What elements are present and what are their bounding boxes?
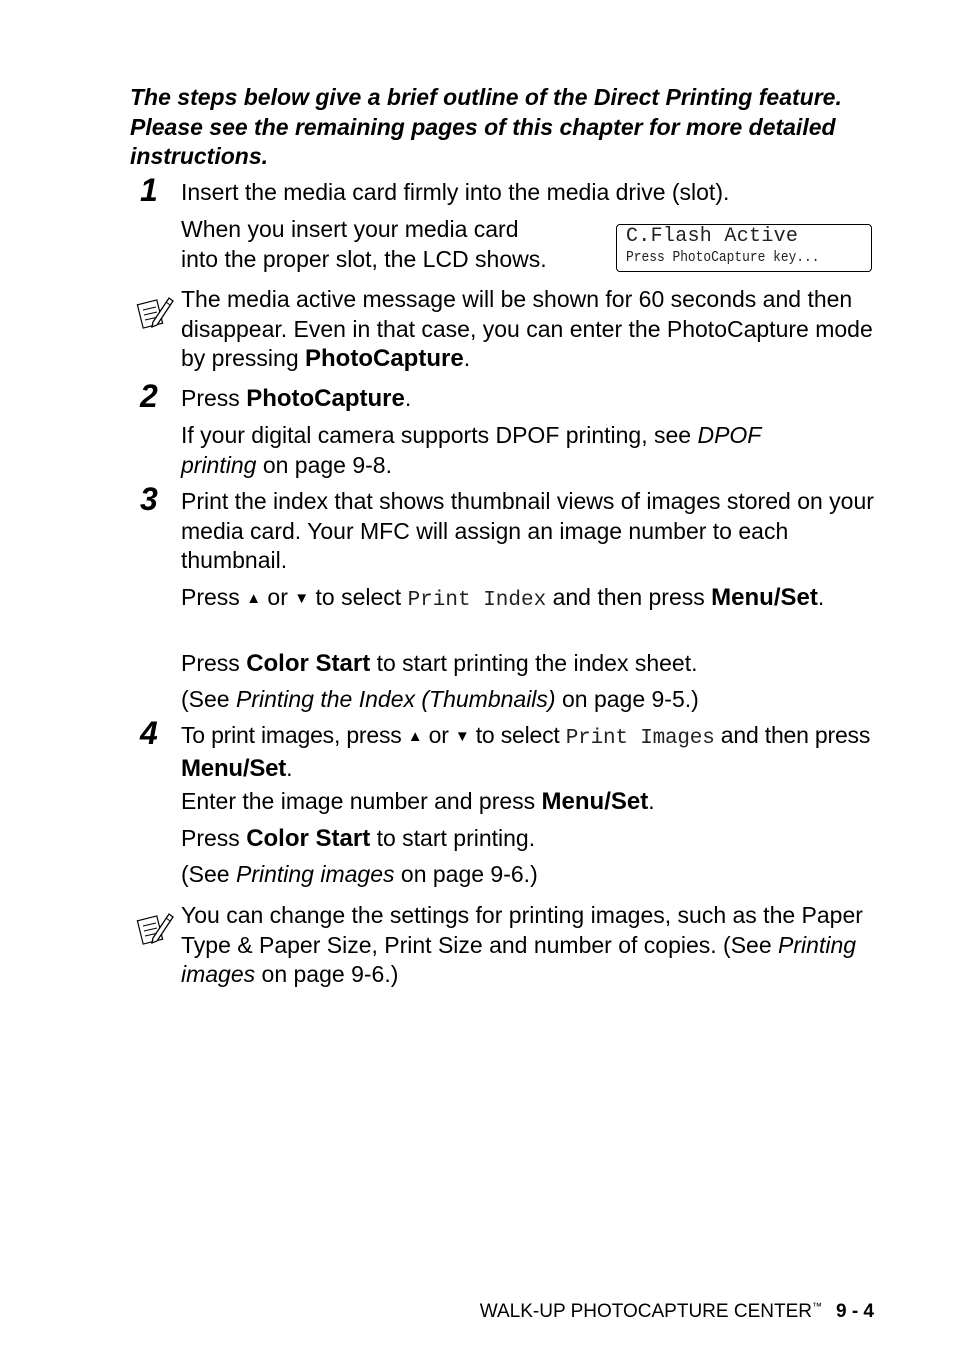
up-arrow-icon: ▲ [246, 590, 262, 607]
up-arrow-icon: ▲ [407, 728, 423, 745]
step-number-4: 4 [140, 715, 158, 751]
menu-set-key-label: Menu/Set [711, 584, 818, 611]
step3-reference: (See Printing the Index (Thumbnails) on page 9-5.) [181, 686, 699, 712]
step1-lcd-intro-line1: When you insert your media card [181, 216, 519, 242]
note-pencil-icon [136, 908, 176, 948]
page-number: 9 - 4 [835, 1301, 874, 1322]
step3-select-text: Press ▲ or ▼ to select Print Index and then press Menu/Set. [181, 584, 825, 612]
menu-set-key-label: Menu/Set [181, 754, 287, 782]
note2-text: You can change the settings for printing images, such as the Paper Type & Paper Size, Print Size and number of copies. (See Printing images on page 9-6.) [181, 902, 863, 987]
step-number-3: 3 [140, 481, 158, 517]
step4-color-start-text: Press Color Start to start printing. [181, 825, 536, 852]
trademark-symbol: ™ [811, 1301, 822, 1313]
lcd-line-1: C.Flash Active [626, 225, 799, 248]
down-arrow-icon: ▼ [454, 728, 470, 745]
lcd-line-2: Press PhotoCapture key... [626, 249, 820, 266]
note1-text: The media active message will be shown for 60 seconds and then disappear. Even in that case, you can enter the PhotoCapture mode by pressing PhotoCapture. [181, 286, 873, 372]
step1-lcd-intro [181, 215, 601, 274]
down-arrow-icon: ▼ [294, 590, 310, 607]
color-start-key-label: Color Start [246, 650, 371, 677]
step2-text: Press PhotoCapture. [181, 385, 412, 412]
photocapture-key-label: PhotoCapture [305, 345, 464, 372]
lcd-option-print-index: Print Index [407, 589, 547, 612]
step4-enter-number-text: Enter the image number and press Menu/Set. [181, 788, 655, 815]
lcd-option-print-images: Print Images [565, 727, 715, 750]
step2-dpof-text: If your digital camera supports DPOF printing, see DPOF printing on page 9-8. [181, 422, 761, 478]
intro-paragraph: The steps below give a brief outline of the Direct Printing feature. Please see the remaining pages of this chapter for more detailed instructions. [130, 84, 842, 169]
dpof-reference: DPOF printing [181, 422, 761, 478]
step3-text: Print the index that shows thumbnail views of images stored on your media card. Your MFC will assign an image number to each thumbnail. [181, 488, 874, 573]
photocapture-key-label: PhotoCapture [246, 385, 405, 412]
step1-text: Insert the media card firmly into the media drive (slot). [181, 179, 730, 205]
step4-reference: (See Printing images on page 9-6.) [181, 861, 538, 887]
step1-lcd-intro-line2: into the proper slot, the LCD shows. [181, 245, 547, 272]
lcd-display [616, 224, 872, 272]
page-footer [480, 1300, 874, 1324]
step-number-1: 1 [140, 172, 158, 208]
menu-set-key-label: Menu/Set [541, 788, 649, 815]
step3-color-start-text: Press Color Start to start printing the index sheet. [181, 650, 698, 677]
note-pencil-icon [136, 292, 176, 332]
footer-section-title: WALK-UP PHOTOCAPTURE CENTER [479, 1301, 812, 1322]
step-number-2: 2 [140, 378, 158, 414]
color-start-key-label: Color Start [246, 825, 371, 852]
step4-select-text: To print images, press ▲ or ▼ to select Print Images and then press Menu/Set. [181, 722, 871, 782]
